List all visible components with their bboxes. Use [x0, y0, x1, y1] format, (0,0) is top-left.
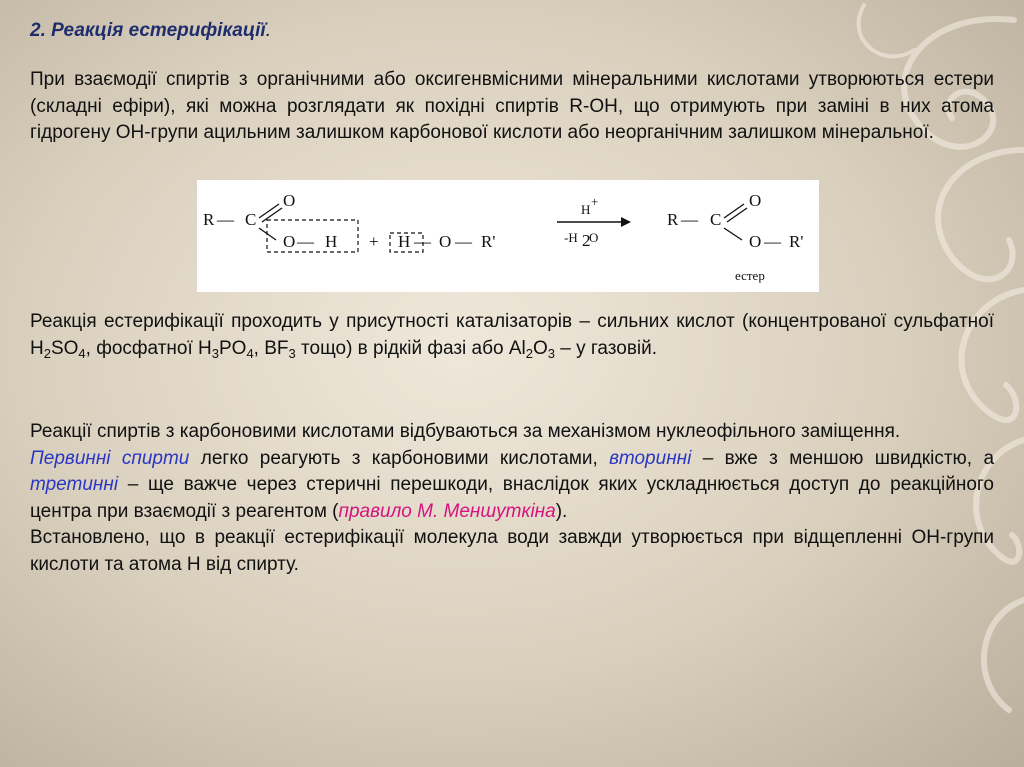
- reactivity-text: Первинні спирти легко реагують з карбоновими кислотами, вторинні – вже з меншою швидкістю, а третинні – ще важче через стеричні перешкоди, внаслідок яких ускладнюється доступ до реакційного центра при взаємодії з реагентом (правило М. Меншуткіна).: [30, 447, 995, 522]
- mechanism-line: Реакції спиртів з карбоновими кислотами відбуваються за механізмом нуклеофільного заміщення.: [30, 421, 901, 442]
- scheme-product-carbon: C: [710, 210, 722, 229]
- scheme-dash-3: —: [414, 232, 431, 251]
- primary-alcohols-term: Первинні спирти: [30, 447, 190, 469]
- scheme-hydroxyl-o: O: [283, 232, 296, 251]
- scheme-water-subscript: 2: [582, 231, 591, 250]
- scheme-plus: +: [369, 232, 379, 251]
- tertiary-term: третинні: [30, 474, 119, 495]
- scheme-product-carbonyl-o: O: [749, 191, 762, 210]
- esterification-scheme: [197, 180, 819, 292]
- intro-paragraph: При взаємодії спиртів з органічними або оксигенвмісними мінеральними кислотами утворюються естери (складні ефіри), які можна розглядати як похідні спиртів R-OH, що отримують при заміні в них атома гідрогену OH-групи ацильним залишком карбонової кислоти або неорганічним залишком мінеральної.: [30, 69, 994, 143]
- scheme-product-r: R: [667, 210, 679, 229]
- secondary-term: вторинні: [609, 447, 692, 469]
- scheme-catalyst-charge: +: [591, 194, 599, 209]
- menshutkin-rule-term: правило М. Меншуткіна: [338, 500, 556, 522]
- catalyst-paragraph: Реакція естерифікації проходить у присутності каталізаторів – сильних кислот (концентрованої сульфатної $H_2SO_4$, фосфатної $H_3PO_4$, $BF_3$ тощо) в рідкій фазі або $Al_2O_3$ – у газовій.: [30, 311, 994, 361]
- mechanism-paragraph: [30, 419, 994, 578]
- scheme-product-label: естер: [735, 268, 765, 283]
- scheme-product-ester-o: O: [749, 232, 762, 251]
- scheme-dash: —: [217, 210, 234, 229]
- scheme-r-left: R: [203, 210, 215, 229]
- water-formation-text: Встановлено, що в реакції естерифікації молекула води завжди утворюється при відщепленні OH-групи кислоти та атома H від спирту.: [30, 527, 994, 575]
- scheme-acid-h: H: [325, 232, 338, 251]
- scheme-carbon: C: [245, 210, 257, 229]
- slide-title: 2. Реакція естерифікації.: [30, 20, 271, 41]
- scheme-water-o: O: [589, 230, 599, 245]
- scheme-dash-2: —: [297, 232, 314, 251]
- scheme-minus-water: -H: [564, 230, 578, 245]
- scheme-r-prime: R': [481, 232, 496, 251]
- scheme-carbonyl-o: O: [283, 191, 296, 210]
- scheme-catalyst: H: [581, 202, 591, 217]
- scheme-product-r-prime: R': [789, 232, 804, 251]
- scheme-alcohol-o: O: [439, 232, 452, 251]
- scheme-alcohol-h: H: [398, 232, 411, 251]
- scheme-product-dash-2: —: [764, 232, 781, 251]
- scheme-dash-4: —: [455, 232, 472, 251]
- scheme-product-dash: —: [681, 210, 698, 229]
